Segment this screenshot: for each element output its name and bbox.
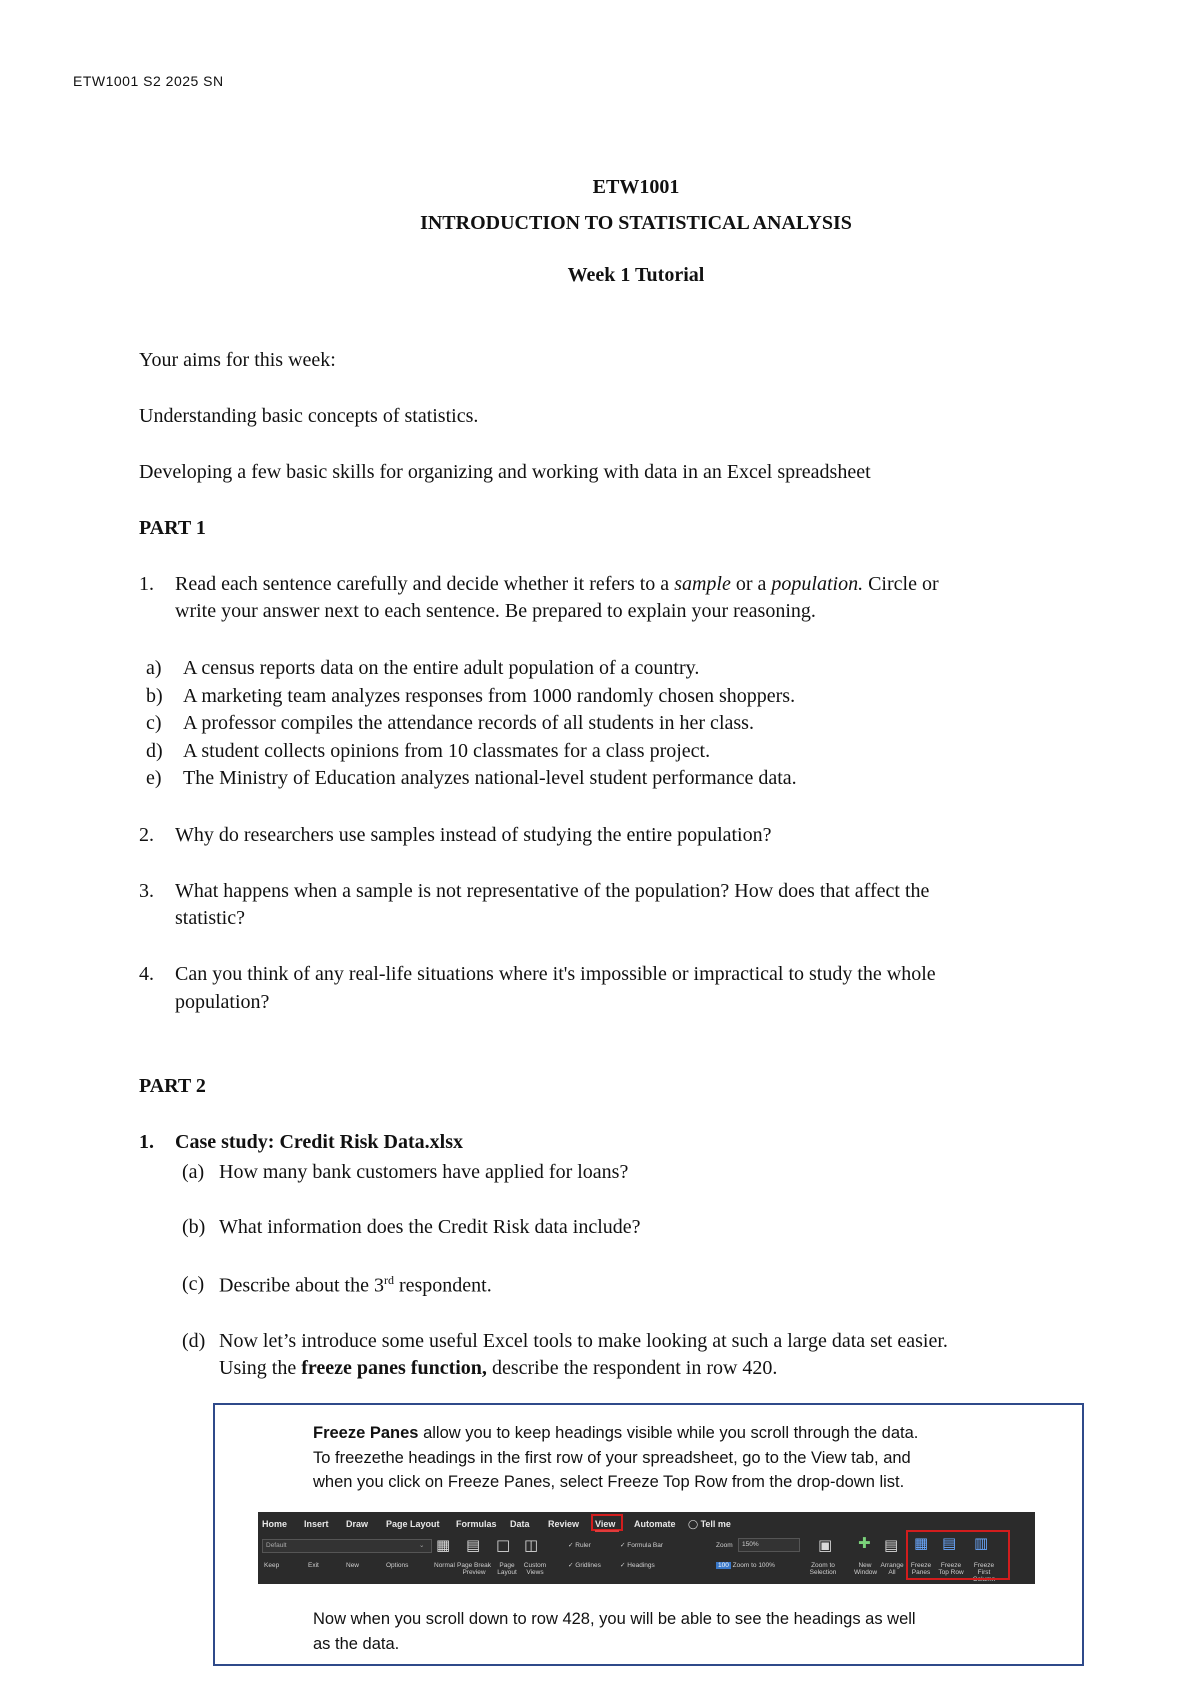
tab-insert: Insert bbox=[304, 1519, 329, 1529]
view-page-break: Page Break Preview bbox=[457, 1562, 491, 1576]
sub-question-letter: (d) bbox=[182, 1330, 206, 1352]
arrange-all: Arrange All bbox=[880, 1562, 904, 1576]
part1-q4-line2: population? bbox=[175, 991, 270, 1013]
aims-intro: Your aims for this week: bbox=[139, 349, 336, 371]
check-headings: ✓ Headings bbox=[620, 1562, 655, 1569]
part1-q4-line1: Can you think of any real-life situations where it's impossible or impractical to study the whole bbox=[175, 963, 936, 985]
freeze-info-after-line2: as the data. bbox=[313, 1635, 400, 1653]
population-term: population. bbox=[771, 573, 864, 595]
part1-q1-line2: write your answer next to each sentence. Be prepared to explain your reasoning. bbox=[175, 600, 816, 622]
zoom-label: Zoom bbox=[716, 1542, 733, 1549]
list-item: A census reports data on the entire adult population of a country. bbox=[183, 657, 700, 679]
custom-views-icon: ◫ bbox=[524, 1536, 539, 1554]
tab-automate: Automate bbox=[634, 1519, 676, 1529]
tab-home: Home bbox=[262, 1519, 288, 1529]
sub-question-letter: (b) bbox=[182, 1216, 206, 1238]
check-formula-bar: ✓ Formula Bar bbox=[620, 1542, 664, 1549]
freeze-first-column-button: Freeze First Column bbox=[972, 1562, 996, 1583]
sub-question-b: What information does the Credit Risk data include? bbox=[219, 1216, 641, 1238]
page-break-icon: ▤ bbox=[466, 1536, 481, 1554]
part1-q1-number: 1. bbox=[139, 573, 154, 595]
sub-question-a: How many bank customers have applied for loans? bbox=[219, 1161, 629, 1183]
checkmark-icon: ✓ bbox=[620, 1562, 626, 1569]
tab-tell-me: ◯ Tell me bbox=[688, 1519, 731, 1529]
view-tab-underline bbox=[595, 1530, 619, 1532]
sub-question-c: Describe about the 3rd respondent. bbox=[219, 1273, 492, 1297]
course-code: ETW1001 bbox=[592, 176, 680, 198]
freeze-panes-button: Freeze Panes bbox=[910, 1562, 932, 1576]
sheet-new-button: New bbox=[346, 1562, 360, 1569]
list-item: A marketing team analyzes responses from 1000 randomly chosen shoppers. bbox=[183, 685, 796, 707]
zoom-to-selection: Zoom to Selection bbox=[809, 1562, 837, 1576]
sub-question-letter: (c) bbox=[182, 1273, 205, 1295]
tab-view: View bbox=[595, 1519, 616, 1529]
tab-draw: Draw bbox=[346, 1519, 369, 1529]
normal-view-icon: ▦ bbox=[436, 1536, 451, 1554]
part1-q3-number: 3. bbox=[139, 880, 154, 902]
new-window-icon: ✚ bbox=[858, 1534, 871, 1552]
checkmark-icon: ✓ bbox=[568, 1542, 574, 1549]
list-item-letter: a) bbox=[146, 657, 162, 679]
arrange-all-icon: ▤ bbox=[884, 1536, 899, 1554]
freeze-panes-icon: ▦ bbox=[914, 1534, 929, 1552]
zoom-select: 150% bbox=[738, 1538, 800, 1552]
tutorial-week: Week 1 Tutorial bbox=[567, 264, 705, 286]
tab-review: Review bbox=[548, 1519, 580, 1529]
document-header-code: ETW1001 S2 2025 SN bbox=[73, 73, 224, 89]
part2-heading: PART 2 bbox=[139, 1075, 206, 1097]
sheet-options-button: Options bbox=[386, 1562, 409, 1569]
part1-q2-text: Why do researchers use samples instead of studying the entire population? bbox=[175, 824, 772, 846]
tab-formulas: Formulas bbox=[456, 1519, 497, 1529]
part1-q2-number: 2. bbox=[139, 824, 154, 846]
sheet-keep-button: Keep bbox=[264, 1562, 280, 1569]
sub-question-d-line1: Now let’s introduce some useful Excel tools to make looking at such a large data set easier. bbox=[219, 1330, 948, 1352]
chevron-down-icon: ⌄ bbox=[419, 1542, 425, 1549]
check-ruler: ✓ Ruler bbox=[568, 1542, 591, 1549]
sheet-exit-button: Exit bbox=[308, 1562, 319, 1569]
freeze-first-column-icon: ▥ bbox=[974, 1534, 989, 1552]
list-item-letter: c) bbox=[146, 712, 162, 734]
aim-1: Understanding basic concepts of statistics. bbox=[139, 405, 479, 427]
list-item: The Ministry of Education analyzes national-level student performance data. bbox=[183, 767, 797, 789]
case-study-title: Case study: Credit Risk Data.xlsx bbox=[175, 1131, 463, 1153]
view-page-layout: Page Layout bbox=[497, 1562, 517, 1576]
course-name: INTRODUCTION TO STATISTICAL ANALYSIS bbox=[420, 212, 852, 234]
checkmark-icon: ✓ bbox=[568, 1562, 574, 1569]
list-item: A student collects opinions from 10 classmates for a class project. bbox=[183, 740, 711, 762]
freeze-buttons-highlight bbox=[906, 1530, 1010, 1580]
tab-data: Data bbox=[510, 1519, 530, 1529]
sample-term: sample bbox=[674, 573, 731, 595]
zoom-100-icon: 100 bbox=[718, 1562, 729, 1569]
zoom-selection-icon: ▣ bbox=[818, 1536, 833, 1554]
check-gridlines: ✓ Gridlines bbox=[568, 1562, 601, 1569]
part1-q3-line1: What happens when a sample is not representative of the population? How does that affect the bbox=[175, 880, 930, 902]
view-normal: Normal bbox=[434, 1562, 455, 1569]
style-select: Default ⌄ bbox=[262, 1539, 432, 1553]
checkmark-icon: ✓ bbox=[620, 1542, 626, 1549]
list-item: A professor compiles the attendance records of all students in her class. bbox=[183, 712, 754, 734]
part1-q1-line1: Read each sentence carefully and decide whether it refers to a sample or a population. Circle or bbox=[175, 573, 939, 595]
list-item-letter: e) bbox=[146, 767, 162, 789]
sub-question-letter: (a) bbox=[182, 1161, 205, 1183]
aim-2: Developing a few basic skills for organizing and working with data in an Excel spreadsheet bbox=[139, 461, 871, 483]
excel-ribbon-screenshot bbox=[258, 1512, 1035, 1584]
view-tab-highlight bbox=[591, 1514, 623, 1531]
lightbulb-icon: ◯ bbox=[688, 1519, 699, 1529]
freeze-info-line2: To freezethe headings in the first row of your spreadsheet, go to the View tab, and bbox=[313, 1449, 911, 1467]
view-custom: Custom Views bbox=[523, 1562, 547, 1576]
freeze-info-line1: Freeze Panes allow you to keep headings visible while you scroll through the data. bbox=[313, 1424, 919, 1442]
tab-page-layout: Page Layout bbox=[386, 1519, 440, 1529]
freeze-info-line3: when you click on Freeze Panes, select Freeze Top Row from the drop-down list. bbox=[313, 1473, 905, 1491]
part1-q4-number: 4. bbox=[139, 963, 154, 985]
part1-heading: PART 1 bbox=[139, 517, 206, 539]
freeze-top-row-icon: ▤ bbox=[942, 1534, 957, 1552]
part1-q3-line2: statistic? bbox=[175, 907, 245, 929]
sub-question-d-line2: Using the freeze panes function, describe the respondent in row 420. bbox=[219, 1357, 778, 1379]
list-item-letter: b) bbox=[146, 685, 163, 707]
part2-q1-number: 1. bbox=[139, 1131, 154, 1153]
new-window: New Window bbox=[854, 1562, 878, 1576]
list-item-letter: d) bbox=[146, 740, 163, 762]
freeze-top-row-button: Freeze Top Row bbox=[938, 1562, 964, 1576]
zoom-100-button: 100 Zoom to 100% bbox=[718, 1562, 775, 1569]
freeze-info-after-line1: Now when you scroll down to row 428, you will be able to see the headings as well bbox=[313, 1610, 916, 1628]
page-layout-icon: □ bbox=[496, 1536, 511, 1554]
